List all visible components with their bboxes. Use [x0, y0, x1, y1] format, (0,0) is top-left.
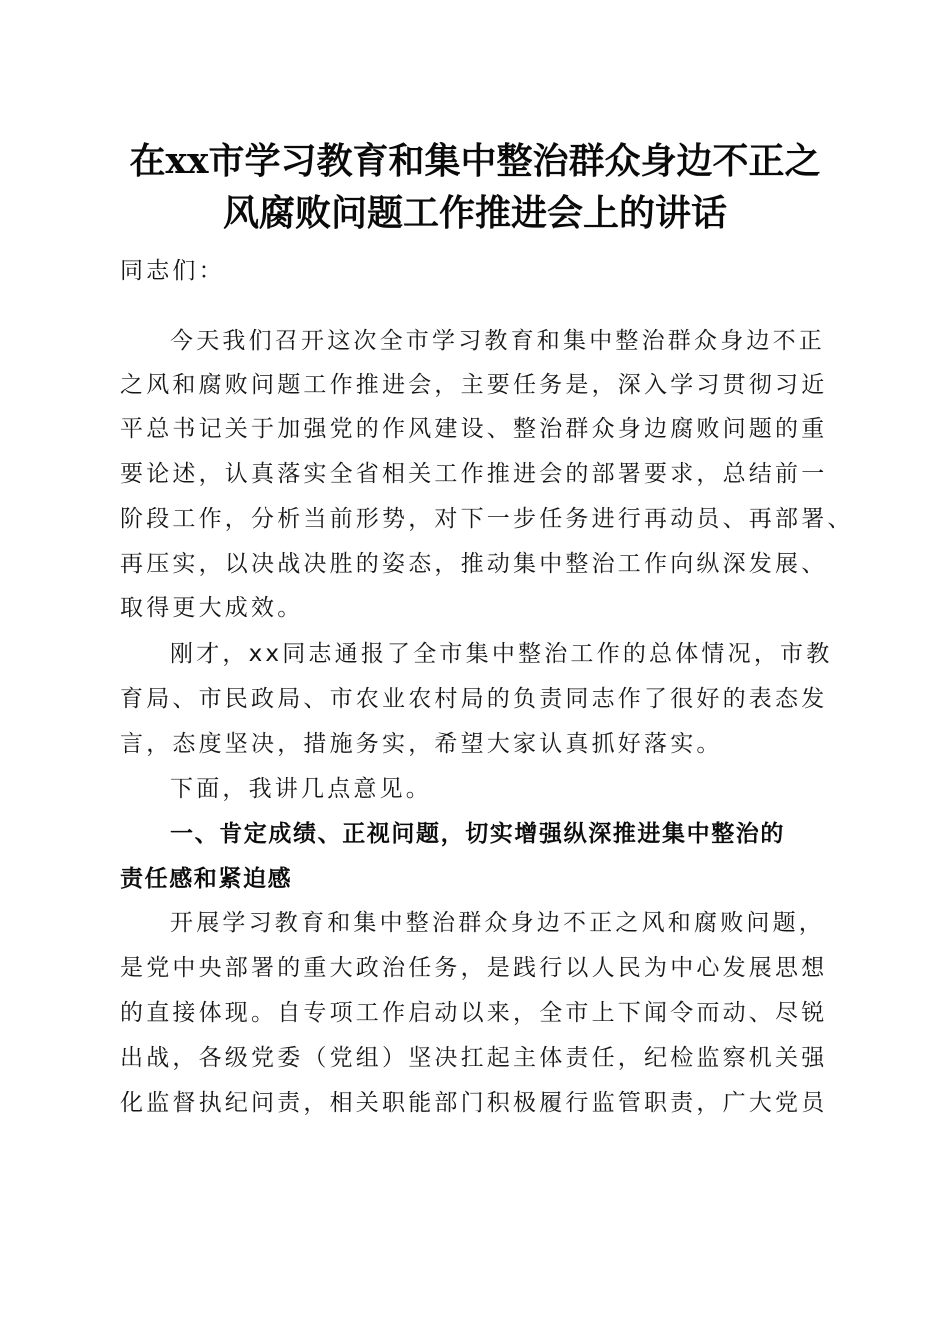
paragraph-4-line-3: 的直接体现。自专项工作启动以来，全市上下闻令而动、尽锐: [120, 1000, 828, 1026]
paragraph-1-line-4: 要论述，认真落实全省相关工作推进会的部署要求，总结前一: [120, 461, 828, 487]
paragraph-1-line-1: 今天我们召开这次全市学习教育和集中整治群众身边不正: [170, 328, 825, 354]
paragraph-3: 下面，我讲几点意见。: [170, 776, 432, 802]
paragraph-2-line-3: 言，态度坚决，措施务实，希望大家认真抓好落实。: [120, 731, 723, 757]
salutation: 同志们：: [120, 258, 225, 284]
document-title-line-1: 在xx市学习教育和集中整治群众身边不正之: [129, 140, 821, 182]
paragraph-2-line-2: 育局、市民政局、市农业农村局的负责同志作了很好的表态发: [120, 686, 828, 712]
paragraph-4-line-4: 出战，各级党委（党组）坚决扛起主体责任，纪检监察机关强: [120, 1045, 828, 1071]
paragraph-1-line-3: 平总书记关于加强党的作风建设、整治群众身边腐败问题的重: [120, 416, 828, 442]
paragraph-1-line-7: 取得更大成效。: [120, 595, 304, 621]
section-1-heading-line-2: 责任感和紧迫感: [120, 866, 293, 892]
paragraph-1-line-6: 再压实，以决战决胜的姿态，推动集中整治工作向纵深发展、: [120, 551, 828, 577]
paragraph-4-line-2: 是党中央部署的重大政治任务，是践行以人民为中心发展思想: [120, 955, 828, 981]
paragraph-1-line-2: 之风和腐败问题工作推进会，主要任务是，深入学习贯彻习近: [120, 372, 828, 398]
paragraph-2-line-1: 刚才，xx同志通报了全市集中整治工作的总体情况，市教: [170, 641, 833, 667]
paragraph-4-line-5: 化监督执纪问责，相关职能部门积极履行监管职责，广大党员: [120, 1090, 828, 1116]
paragraph-4-line-1: 开展学习教育和集中整治群众身边不正之风和腐败问题，: [170, 910, 825, 936]
section-1-heading-line-1: 一、肯定成绩、正视问题，切实增强纵深推进集中整治的: [170, 821, 785, 847]
document-title-line-2: 风腐败问题工作推进会上的讲话: [222, 192, 727, 234]
paragraph-1-line-5: 阶段工作，分析当前形势，对下一步任务进行再动员、再部署、: [120, 506, 854, 532]
